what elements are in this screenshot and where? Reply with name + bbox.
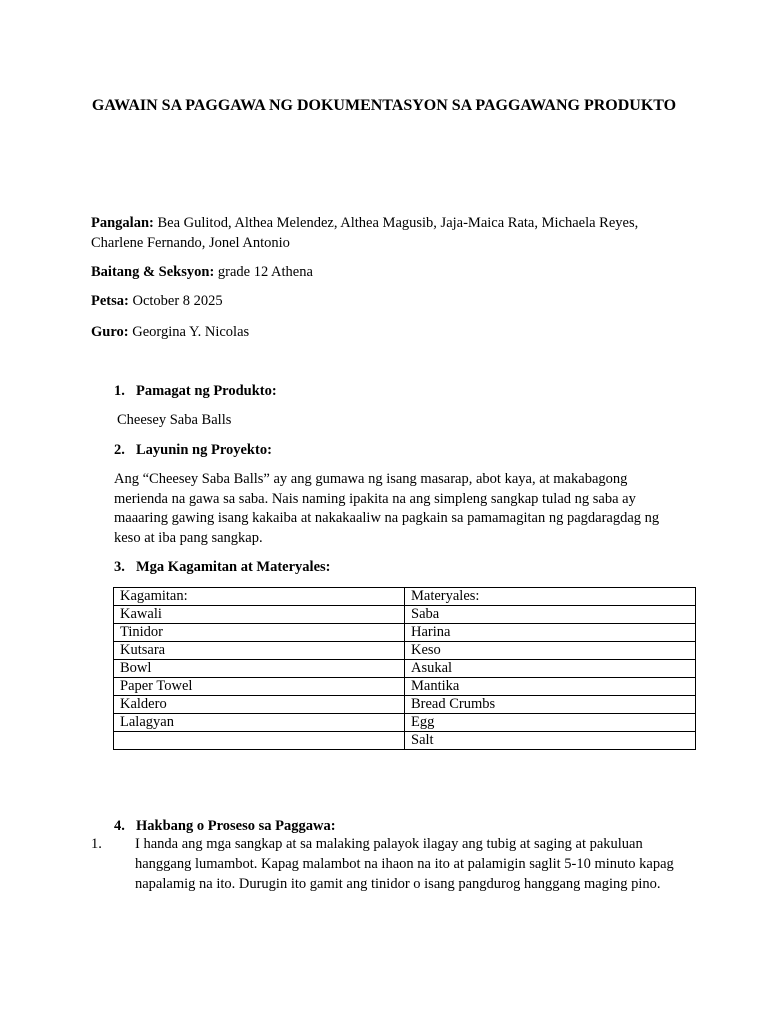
section-3-title: Mga Kagamitan at Materyales: <box>136 559 331 575</box>
guro-label: Guro: <box>91 324 129 340</box>
petsa-line <box>91 291 223 311</box>
table-cell: Lalagyan <box>114 714 405 732</box>
table-row <box>114 732 696 750</box>
table-cell: Keso <box>405 642 696 660</box>
pangalan-value: Bea Gulitod, Althea Melendez, Althea Magusib, Jaja-Maica Rata, Michaela Reyes, Charlene Fernando, Jonel Antonio <box>91 215 639 251</box>
process-step <box>91 834 681 894</box>
table-cell: Bread Crumbs <box>405 696 696 714</box>
table-row <box>114 678 696 696</box>
table-row <box>114 660 696 678</box>
table-cell: Kaldero <box>114 696 405 714</box>
table-cell: Mantika <box>405 678 696 696</box>
table-row <box>114 714 696 732</box>
table-cell: Egg <box>405 714 696 732</box>
table-row <box>114 696 696 714</box>
table-cell: Materyales: <box>405 588 696 606</box>
guro-value: Georgina Y. Nicolas <box>132 324 250 340</box>
step-number: 1. <box>91 836 102 852</box>
section-1-title: Pamagat ng Produkto: <box>136 383 277 399</box>
section-2-number: 2. <box>114 442 125 458</box>
table-cell: Kagamitan: <box>114 588 405 606</box>
pangalan-line <box>91 213 681 253</box>
table-cell: Tinidor <box>114 624 405 642</box>
pangalan-label: Pangalan: <box>91 215 154 231</box>
table-row <box>114 642 696 660</box>
step-text: I handa ang mga sangkap at sa malaking palayok ilagay ang tubig at saging at pakuluan hanggang lumambot. Kapag malambot na ihaon na ito at palamigin saglit 5-10 minuto kapag napalamig na ito. Durugin ito gamit ang tinidor o isang pangdurog hanggang maging pino. <box>135 836 674 892</box>
section-4-title: Hakbang o Proseso sa Paggawa: <box>136 818 336 834</box>
table-cell: Harina <box>405 624 696 642</box>
table-cell: Saba <box>405 606 696 624</box>
baitang-value: grade 12 Athena <box>217 264 313 280</box>
petsa-label: Petsa: <box>91 293 129 309</box>
product-title: Cheesey Saba Balls <box>117 412 232 428</box>
table-cell: Asukal <box>405 660 696 678</box>
table-cell: Kutsara <box>114 642 405 660</box>
section-3-number: 3. <box>114 559 125 575</box>
section-4-heading <box>114 816 336 836</box>
guro-line <box>91 322 249 342</box>
document-title: GAWAIN SA PAGGAWA NG DOKUMENTASYON SA PAGGAWANG PRODUKTO <box>91 97 677 114</box>
section-2-title: Layunin ng Proyekto: <box>136 442 272 458</box>
baitang-label: Baitang & Seksyon: <box>91 264 215 280</box>
table-cell <box>114 732 405 750</box>
table-row <box>114 624 696 642</box>
baitang-line <box>91 262 313 282</box>
table-row <box>114 606 696 624</box>
section-1-number: 1. <box>114 383 125 399</box>
section-2-heading <box>114 440 272 460</box>
section-1-heading <box>114 381 277 401</box>
project-goal-paragraph: Ang “Cheesey Saba Balls” ay ang gumawa ng isang masarap, abot kaya, at makabagong merienda na gawa sa saba. Nais naming ipakita na ang simpleng sangkap tulad ng saba ay maaaring gawing isang kakaiba at nakakaaliw na pagkain sa pamamagitan ng pagdaragdag ng keso at iba pang sangkap. <box>114 471 660 546</box>
table-cell: Bowl <box>114 660 405 678</box>
section-4-number: 4. <box>114 818 125 834</box>
petsa-value: October 8 2025 <box>132 293 223 309</box>
table-cell: Kawali <box>114 606 405 624</box>
table-cell: Salt <box>405 732 696 750</box>
section-3-heading <box>114 557 331 577</box>
materials-table <box>113 587 696 750</box>
table-cell: Paper Towel <box>114 678 405 696</box>
table-row <box>114 588 696 606</box>
